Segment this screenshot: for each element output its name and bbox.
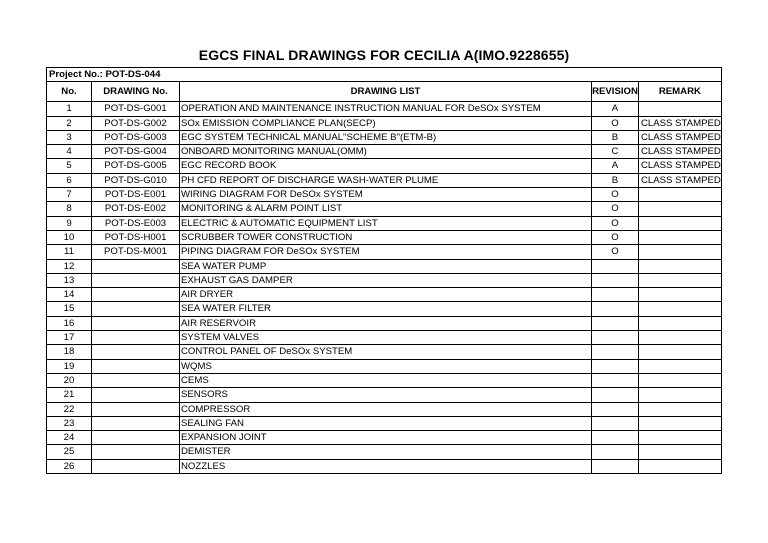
row-number: 2: [47, 116, 92, 130]
revision: [592, 373, 639, 387]
remark: [639, 345, 722, 359]
header-remark: REMARK: [639, 82, 722, 102]
remark: [639, 202, 722, 216]
drawing-title: ELECTRIC & AUTOMATIC EQUIPMENT LIST: [180, 216, 592, 230]
row-number: 7: [47, 188, 92, 202]
drawing-number: [92, 431, 180, 445]
table-row: [47, 159, 722, 173]
revision: [592, 402, 639, 416]
table-row: [47, 188, 722, 202]
drawing-number: [92, 459, 180, 473]
row-number: 4: [47, 145, 92, 159]
table-row: [47, 445, 722, 459]
remark: CLASS STAMPED: [639, 145, 722, 159]
document-title: EGCS FINAL DRAWINGS FOR CECILIA A(IMO.9228655): [198, 47, 570, 63]
row-number: 19: [47, 359, 92, 373]
table-row: [47, 273, 722, 287]
remark: [639, 102, 722, 116]
row-number: 3: [47, 130, 92, 144]
drawing-title: OPERATION AND MAINTENANCE INSTRUCTION MANUAL FOR DeSOx SYSTEM: [180, 102, 592, 116]
revision: [592, 345, 639, 359]
row-number: 13: [47, 273, 92, 287]
table-row: [47, 373, 722, 387]
row-number: 25: [47, 445, 92, 459]
drawing-number: POT-DS-G003: [92, 130, 180, 144]
drawing-number: POT-DS-M001: [92, 245, 180, 259]
table-row: [47, 145, 722, 159]
drawing-title: CONTROL PANEL OF DeSOx SYSTEM: [180, 345, 592, 359]
drawing-list-body: [47, 68, 722, 474]
drawing-title: PH CFD REPORT OF DISCHARGE WASH-WATER PLUME: [180, 173, 592, 187]
drawing-title: SEA WATER FILTER: [180, 302, 592, 316]
remark: [639, 431, 722, 445]
revision: [592, 331, 639, 345]
drawing-title: EXHAUST GAS DAMPER: [180, 273, 592, 287]
table-row: [47, 388, 722, 402]
revision: O: [592, 245, 639, 259]
revision: [592, 459, 639, 473]
drawing-title: AIR DRYER: [180, 288, 592, 302]
table-row: [47, 431, 722, 445]
remark: CLASS STAMPED: [639, 116, 722, 130]
drawing-number: POT-DS-E002: [92, 202, 180, 216]
revision: C: [592, 145, 639, 159]
row-number: 18: [47, 345, 92, 359]
remark: [639, 259, 722, 273]
drawing-list-table: [46, 67, 722, 474]
drawing-number: [92, 345, 180, 359]
drawing-number: POT-DS-G005: [92, 159, 180, 173]
revision: [592, 431, 639, 445]
remark: [639, 316, 722, 330]
drawing-number: [92, 273, 180, 287]
table-row: [47, 345, 722, 359]
table-row: [47, 316, 722, 330]
table-row: [47, 202, 722, 216]
drawing-number: POT-DS-G002: [92, 116, 180, 130]
drawing-number: POT-DS-H001: [92, 230, 180, 244]
table-row: [47, 331, 722, 345]
row-number: 21: [47, 388, 92, 402]
drawing-title: WQMS: [180, 359, 592, 373]
project-number: Project No.: POT-DS-044: [47, 68, 722, 82]
drawing-number: [92, 302, 180, 316]
drawing-title: SYSTEM VALVES: [180, 331, 592, 345]
drawing-title: EXPANSION JOINT: [180, 431, 592, 445]
drawing-title: WIRING DIAGRAM FOR DeSOx SYSTEM: [180, 188, 592, 202]
drawing-title: AIR RESERVOIR: [180, 316, 592, 330]
drawing-title: SOx EMISSION COMPLIANCE PLAN(SECP): [180, 116, 592, 130]
drawing-title: DEMISTER: [180, 445, 592, 459]
drawing-title: NOZZLES: [180, 459, 592, 473]
remark: [639, 402, 722, 416]
row-number: 22: [47, 402, 92, 416]
header-drawing-no: DRAWING No.: [92, 82, 180, 102]
row-number: 11: [47, 245, 92, 259]
row-number: 9: [47, 216, 92, 230]
drawing-number: [92, 316, 180, 330]
drawing-title: MONITORING & ALARM POINT LIST: [180, 202, 592, 216]
row-number: 24: [47, 431, 92, 445]
row-number: 6: [47, 173, 92, 187]
remark: [639, 459, 722, 473]
revision: O: [592, 230, 639, 244]
table-row: [47, 130, 722, 144]
drawing-title: SENSORS: [180, 388, 592, 402]
remark: [639, 288, 722, 302]
drawing-number: [92, 388, 180, 402]
revision: O: [592, 116, 639, 130]
remark: CLASS STAMPED: [639, 173, 722, 187]
row-number: 16: [47, 316, 92, 330]
drawing-title: EGC SYSTEM TECHNICAL MANUAL"SCHEME B"(ETM-B): [180, 130, 592, 144]
table-row: [47, 302, 722, 316]
remark: [639, 216, 722, 230]
revision: [592, 273, 639, 287]
table-row: [47, 216, 722, 230]
row-number: 10: [47, 230, 92, 244]
remark: [639, 230, 722, 244]
revision: O: [592, 188, 639, 202]
revision: [592, 359, 639, 373]
drawing-number: [92, 402, 180, 416]
drawing-number: [92, 288, 180, 302]
table-row: [47, 173, 722, 187]
remark: [639, 373, 722, 387]
row-number: 20: [47, 373, 92, 387]
drawing-title: COMPRESSOR: [180, 402, 592, 416]
remark: [639, 445, 722, 459]
drawing-title: SEALING FAN: [180, 416, 592, 430]
revision: [592, 302, 639, 316]
remark: [639, 302, 722, 316]
drawing-number: POT-DS-E003: [92, 216, 180, 230]
row-number: 1: [47, 102, 92, 116]
revision: [592, 388, 639, 402]
table-row: [47, 402, 722, 416]
table-row: [47, 459, 722, 473]
table-row: [47, 116, 722, 130]
remark: [639, 245, 722, 259]
row-number: 8: [47, 202, 92, 216]
revision: [592, 288, 639, 302]
remark: CLASS STAMPED: [639, 159, 722, 173]
header-drawing-list: DRAWING LIST: [180, 82, 592, 102]
revision: O: [592, 202, 639, 216]
drawing-number: [92, 373, 180, 387]
revision: B: [592, 130, 639, 144]
drawing-number: [92, 445, 180, 459]
drawing-title: ONBOARD MONITORING MANUAL(OMM): [180, 145, 592, 159]
table-row: [47, 288, 722, 302]
revision: [592, 445, 639, 459]
row-number: 15: [47, 302, 92, 316]
row-number: 14: [47, 288, 92, 302]
header-no: No.: [47, 82, 92, 102]
table-row: [47, 245, 722, 259]
remark: [639, 416, 722, 430]
drawing-number: [92, 331, 180, 345]
table-row: [47, 259, 722, 273]
revision: [592, 316, 639, 330]
header-revision: REVISION: [592, 82, 639, 102]
drawing-number: POT-DS-G010: [92, 173, 180, 187]
drawing-number: [92, 359, 180, 373]
drawing-number: [92, 259, 180, 273]
remark: [639, 359, 722, 373]
drawing-title: EGC RECORD BOOK: [180, 159, 592, 173]
row-number: 17: [47, 331, 92, 345]
drawing-number: POT-DS-G001: [92, 102, 180, 116]
drawing-title: SCRUBBER TOWER CONSTRUCTION: [180, 230, 592, 244]
row-number: 26: [47, 459, 92, 473]
drawing-number: [92, 416, 180, 430]
table-row: [47, 359, 722, 373]
drawing-title: CEMS: [180, 373, 592, 387]
revision: [592, 259, 639, 273]
drawing-number: POT-DS-G004: [92, 145, 180, 159]
drawing-title: SEA WATER PUMP: [180, 259, 592, 273]
header-row: [47, 82, 722, 102]
row-number: 12: [47, 259, 92, 273]
remark: [639, 388, 722, 402]
table-row: [47, 102, 722, 116]
table-row: [47, 230, 722, 244]
revision: [592, 416, 639, 430]
revision: A: [592, 159, 639, 173]
row-number: 5: [47, 159, 92, 173]
revision: A: [592, 102, 639, 116]
remark: [639, 331, 722, 345]
table-row: [47, 416, 722, 430]
revision: B: [592, 173, 639, 187]
project-row: [47, 68, 722, 82]
remark: CLASS STAMPED: [639, 130, 722, 144]
drawing-number: POT-DS-E001: [92, 188, 180, 202]
remark: [639, 188, 722, 202]
revision: O: [592, 216, 639, 230]
remark: [639, 273, 722, 287]
drawing-title: PIPING DIAGRAM FOR DeSOx SYSTEM: [180, 245, 592, 259]
row-number: 23: [47, 416, 92, 430]
